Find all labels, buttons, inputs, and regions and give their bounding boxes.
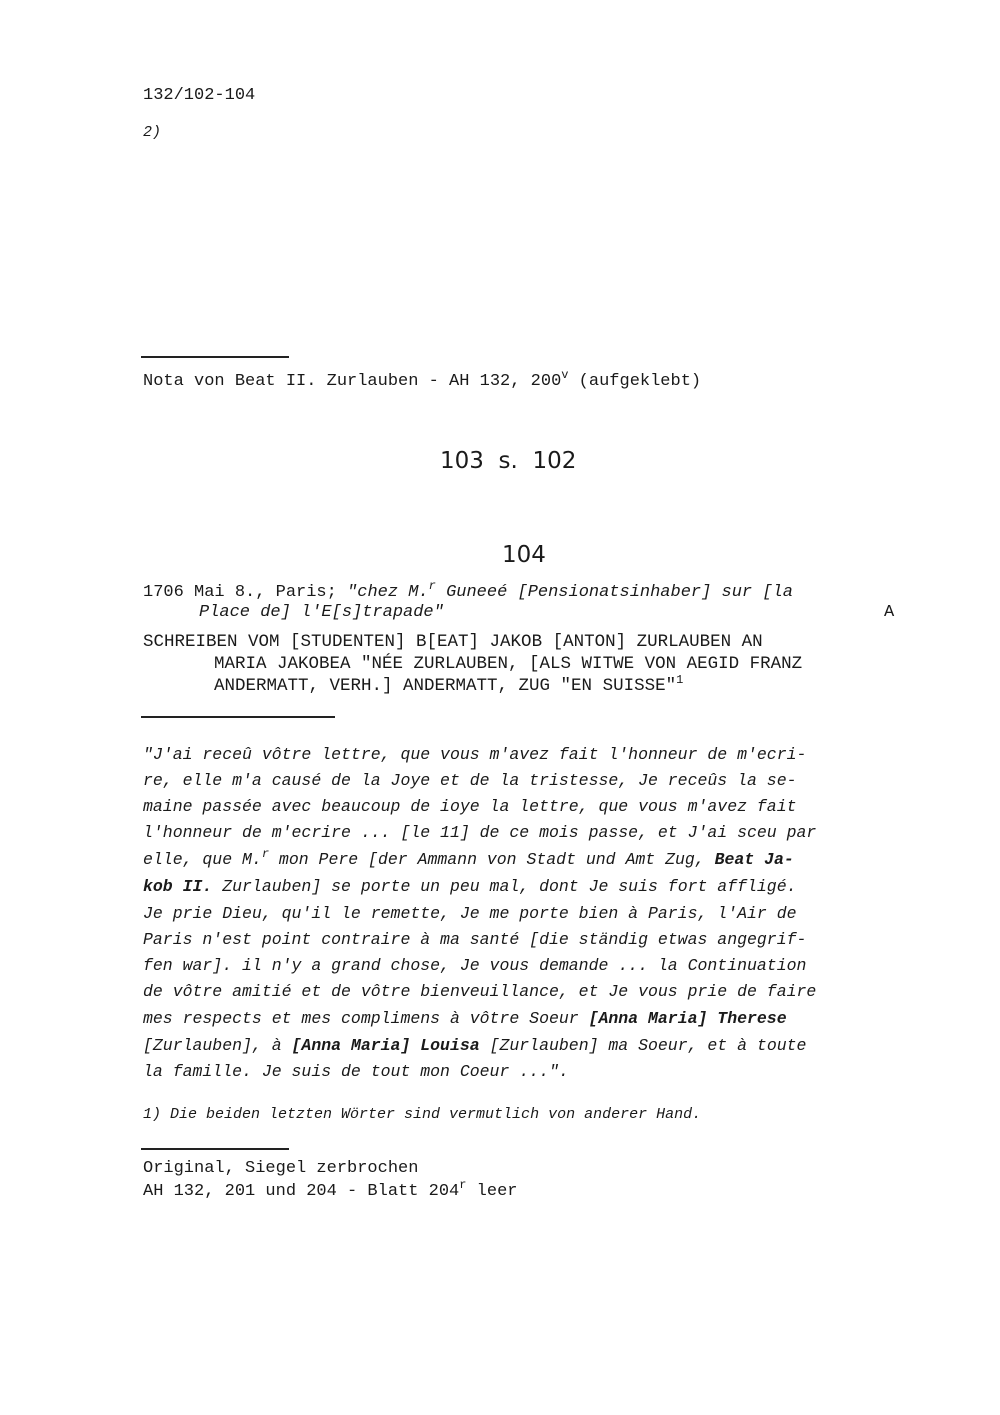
person-name: [Anna Maria] Louisa: [291, 1036, 480, 1055]
heading-104: 104: [502, 542, 546, 568]
letter-type-marker: A: [884, 603, 895, 622]
letter-text: [Zurlauben], à: [143, 1036, 292, 1055]
source-text: AH 132, 201 und 204 - Blatt 204: [143, 1182, 460, 1201]
letter-text: [Zurlauben] ma Soeur, et à toute: [479, 1036, 807, 1055]
letter-sup: r: [261, 847, 270, 861]
letter-text: mon Pere [der Ammann von Stadt und Amt Zug,: [269, 850, 715, 869]
divider: [141, 356, 289, 358]
letter-line-8: Paris n'est point contraire à ma santé [die ständig etwas angegrif-: [143, 930, 807, 949]
letter-line-2: re, elle m'a causé de la Joye et de la tristesse, Je receûs la se-: [143, 771, 797, 790]
letter-line-12: [143, 1036, 806, 1055]
footnote: 1) Die beiden letzten Wörter sind vermutlich von anderer Hand.: [143, 1106, 702, 1123]
letter-line-13: la famille. Je suis de tout mon Coeur ...".: [143, 1062, 569, 1081]
letter-text: elle, que M.: [143, 850, 262, 869]
letter-line-11: [143, 1009, 787, 1028]
letter-text: Zurlauben] se porte un peu mal, dont Je suis fort affligé.: [212, 877, 797, 896]
note-marker: 2): [143, 124, 162, 141]
person-name: Beat Ja-: [714, 850, 794, 869]
title-line-3: [214, 673, 684, 696]
title-line-1: SCHREIBEN VOM [STUDENTEN] B[EAT] JAKOB [ANTON] ZURLAUBEN AN: [143, 632, 763, 652]
nota-text: Nota von Beat II. Zurlauben - AH 132, 200: [143, 372, 562, 391]
divider: [141, 1148, 289, 1150]
letter-line-3: maine passée avec beaucoup de ioye la lettre, que vous m'avez fait: [143, 797, 797, 816]
source-sup: r: [459, 1178, 467, 1192]
footnote-reference: 1: [676, 673, 684, 687]
person-name: [Anna Maria] Therese: [588, 1009, 787, 1028]
nota-tail: (aufgeklebt): [568, 372, 702, 391]
entry-date-line: [143, 579, 793, 602]
title-line-3-text: ANDERMATT, VERH.] ANDERMATT, ZUG "EN SUISSE": [214, 676, 677, 696]
source-tail: leer: [466, 1182, 518, 1201]
letter-line-6: [143, 877, 797, 896]
letter-line-7: Je prie Dieu, qu'il le remette, Je me porte bien à Paris, l'Air de: [143, 904, 797, 923]
entry-place-cont: Guneeé [Pensionatsinhaber] sur [la: [435, 583, 793, 602]
source-line-2: [143, 1178, 518, 1201]
entry-place-line2: Place de] l'E[s]trapade": [199, 603, 444, 622]
letter-line-10: de vôtre amitié et de vôtre bienveuillance, et Je vous prie de faire: [143, 982, 817, 1001]
nota-line: [143, 368, 702, 391]
letter-line-4: l'honneur de m'ecrire ... [le 11] de ce mois passe, et J'ai sceu par: [143, 823, 817, 842]
entry-place-sup: r: [428, 579, 436, 593]
letter-line-1: "J'ai receû vôtre lettre, que vous m'avez fait l'honneur de m'ecri-: [143, 745, 807, 764]
document-reference: 132/102-104: [143, 86, 256, 105]
divider: [141, 716, 335, 718]
letter-line-5: [143, 847, 794, 869]
heading-103: 103 s. 102: [440, 448, 577, 474]
entry-date: 1706 Mai 8., Paris;: [143, 583, 348, 602]
entry-place: "chez M.: [347, 583, 429, 602]
source-line-1: Original, Siegel zerbrochen: [143, 1159, 419, 1178]
letter-line-9: fen war]. il n'y a grand chose, Je vous demande ... la Continuation: [143, 956, 807, 975]
nota-sup: v: [561, 368, 569, 382]
title-line-2: MARIA JAKOBEA "NÉE ZURLAUBEN, [ALS WITWE VON AEGID FRANZ: [214, 654, 803, 674]
person-name: kob II.: [143, 877, 213, 896]
letter-text: mes respects et mes complimens à vôtre Soeur: [143, 1009, 589, 1028]
